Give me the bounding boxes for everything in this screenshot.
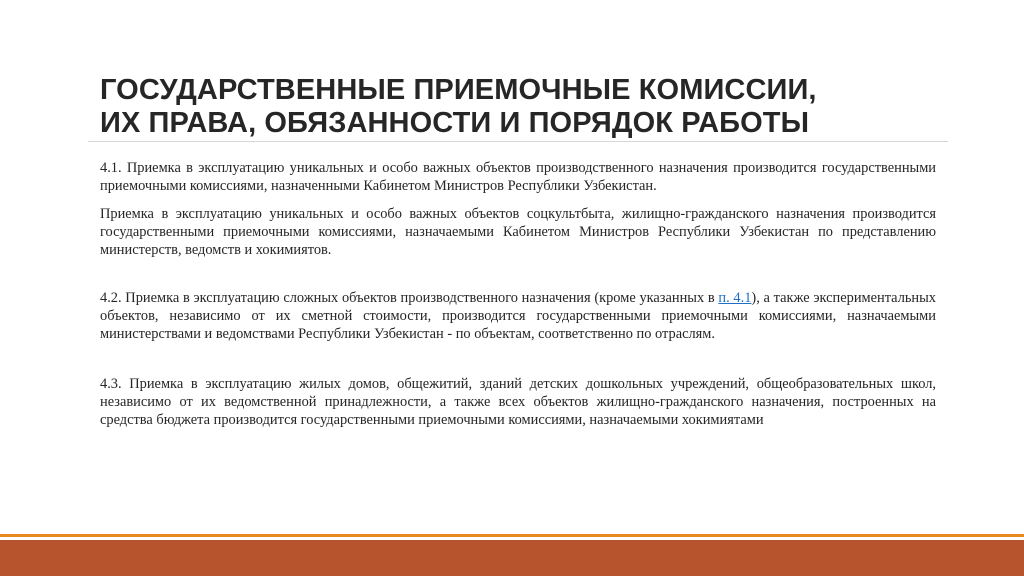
paragraph-4-1: 4.1. Приемка в эксплуатацию уникальных и особо важных объектов производственного назначения производится государственными приемочными комиссиями, назначенными Кабинетом Министров Республики Узбекистан.: [100, 160, 936, 194]
title-line-2: ИХ ПРАВА, ОБЯЗАННОСТИ И ПОРЯДОК РАБОТЫ: [100, 107, 810, 139]
paragraph-4-3: 4.3. Приемка в эксплуатацию жилых домов, общежитий, зданий детских дошкольных учреждений, общеобразовательных школ, независимо от их ведомственной принадлежности, а также всех объектов жилищно-гражданского назначения, построенных на средства бюджета производится государственными приемочными комиссиями, назначаемыми хокимиятами: [100, 376, 936, 428]
paragraph-4-1-continued: Приемка в эксплуатацию уникальных и особо важных объектов соцкультбыта, жилищно-гражданского назначения производится государственными приемочными комиссиями, назначаемыми Кабинетом Министров Республики Узбекистан по представлению министерств, ведомств и хокимиятов.: [100, 206, 936, 258]
title-line-1: ГОСУДАРСТВЕННЫЕ ПРИЕМОЧНЫЕ КОМИССИИ,: [100, 74, 817, 106]
reference-link-4-1[interactable]: п. 4.1: [718, 290, 752, 306]
paragraph-4-2: [100, 289, 936, 343]
footer-band: [0, 540, 1024, 576]
slide-body: [100, 159, 936, 429]
paragraph-4-2-start: 4.2. Приемка в эксплуатацию сложных объектов производственного назначения (кроме указанных в: [100, 290, 719, 306]
title-divider: [88, 141, 948, 142]
slide-title: [100, 74, 940, 140]
footer-accent-stripe: [0, 534, 1024, 537]
paragraph-4-2-end: ), а также экспериментальных объектов, независимо от их сметной стоимости, производится государственными приемочными комиссиями, назначаемыми министерствами и ведомствами Республики Узбекистан - по объектам, соответственно по отраслям.: [100, 290, 937, 342]
